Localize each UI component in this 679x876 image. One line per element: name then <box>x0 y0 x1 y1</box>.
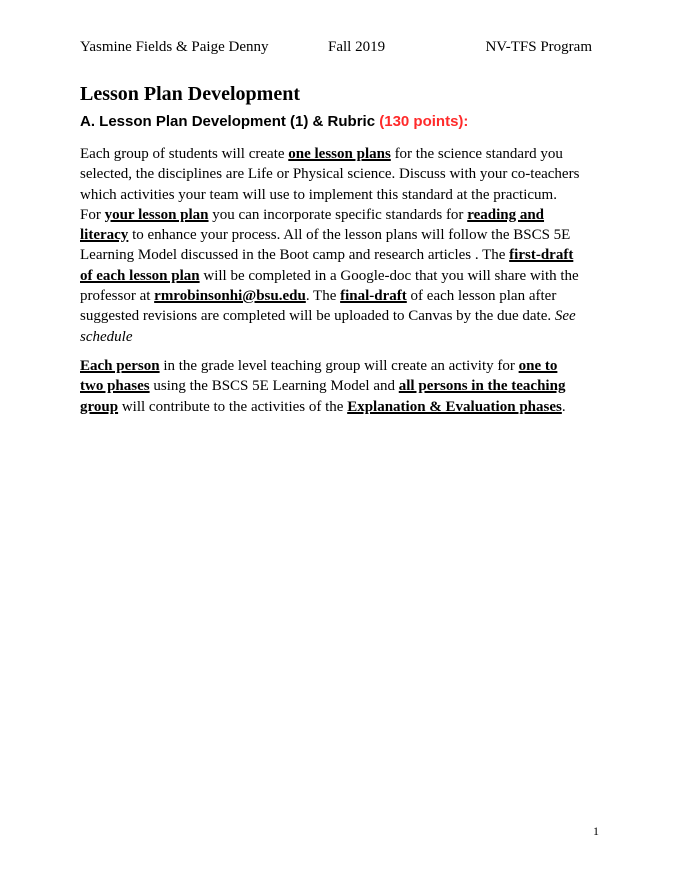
paragraph-line: schedule <box>80 328 133 345</box>
emphasis-one-to: one to <box>518 358 558 374</box>
emphasis-of-each-lesson-plan: of each lesson plan <box>80 267 200 284</box>
paragraph-activities <box>80 356 610 417</box>
text-run: Each group of students will create <box>80 146 289 162</box>
header-program: NV-TFS Program <box>485 39 592 55</box>
text-run: suggested revisions are completed will be uploaded to Canvas by the due date. <box>80 308 555 325</box>
text-run: in the grade level teaching group will create an activity for <box>159 358 519 374</box>
paragraph-line <box>80 376 610 396</box>
header-term: Fall 2019 <box>328 39 386 55</box>
emphasis-one-lesson-plans: one lesson plans <box>288 146 391 162</box>
header-authors: Yasmine Fields & Paige Denny <box>80 39 269 55</box>
text-run: of each lesson plan after <box>406 288 557 305</box>
paragraph-lesson-plans <box>80 144 610 347</box>
text-run: professor at <box>80 288 155 305</box>
page-header <box>80 39 592 59</box>
paragraph-line <box>80 205 610 225</box>
document-title: Lesson Plan Development <box>80 83 300 105</box>
text-run: using the BSCS 5E Learning Model and <box>149 378 399 395</box>
paragraph-line: selected, the disciplines are Life or Physical science. Discuss with your co-teachers <box>80 166 580 183</box>
emphasis-reading-and: reading and <box>467 206 545 223</box>
text-run: to enhance your process. All of the lesson plans will follow the BSCS 5E <box>128 227 571 244</box>
paragraph-line <box>80 144 610 164</box>
emphasis-all-persons: all persons in the teaching <box>398 378 566 395</box>
emphasis-explanation-evaluation: Explanation & Evaluation phases <box>347 398 562 415</box>
paragraph-line <box>80 397 610 417</box>
paragraph-line <box>80 356 610 376</box>
emphasis-final-draft: final-draft <box>340 288 407 305</box>
text-run: you can incorporate specific standards for <box>208 206 468 223</box>
section-heading-text: A. Lesson Plan Development (1) & Rubric <box>80 113 380 130</box>
page-number: 1 <box>593 824 599 838</box>
paragraph-line <box>80 266 610 286</box>
paragraph-line <box>80 306 610 326</box>
emphasis-your-lesson-plan: your lesson plan <box>104 206 209 223</box>
text-run: will contribute to the activities of the <box>118 398 348 415</box>
paragraph-line <box>80 286 610 306</box>
emphasis-group: group <box>80 398 119 415</box>
section-points: (130 points): <box>379 113 469 130</box>
emphasis-first-draft: first-draft <box>509 247 574 264</box>
emphasis-two-phases: two phases <box>80 378 150 395</box>
text-run: For <box>80 206 105 223</box>
italic-see: See <box>554 308 576 325</box>
emphasis-each-person: Each person <box>80 358 160 374</box>
text-run: . <box>561 398 566 415</box>
paragraph-line <box>80 245 610 265</box>
professor-email-link[interactable]: rmrobinsonhi@bsu.edu <box>154 288 306 305</box>
text-run: . The <box>305 288 341 305</box>
paragraph-line: which activities your team will use to implement this standard at the practicum. <box>80 186 557 203</box>
emphasis-literacy: literacy <box>80 227 129 244</box>
text-run: will be completed in a Google-doc that you will share with the <box>199 267 579 284</box>
paragraph-line <box>80 225 610 245</box>
text-run: for the science standard you <box>390 146 563 162</box>
section-heading <box>80 113 468 130</box>
text-run: Learning Model discussed in the Boot camp and research articles . The <box>80 247 510 264</box>
